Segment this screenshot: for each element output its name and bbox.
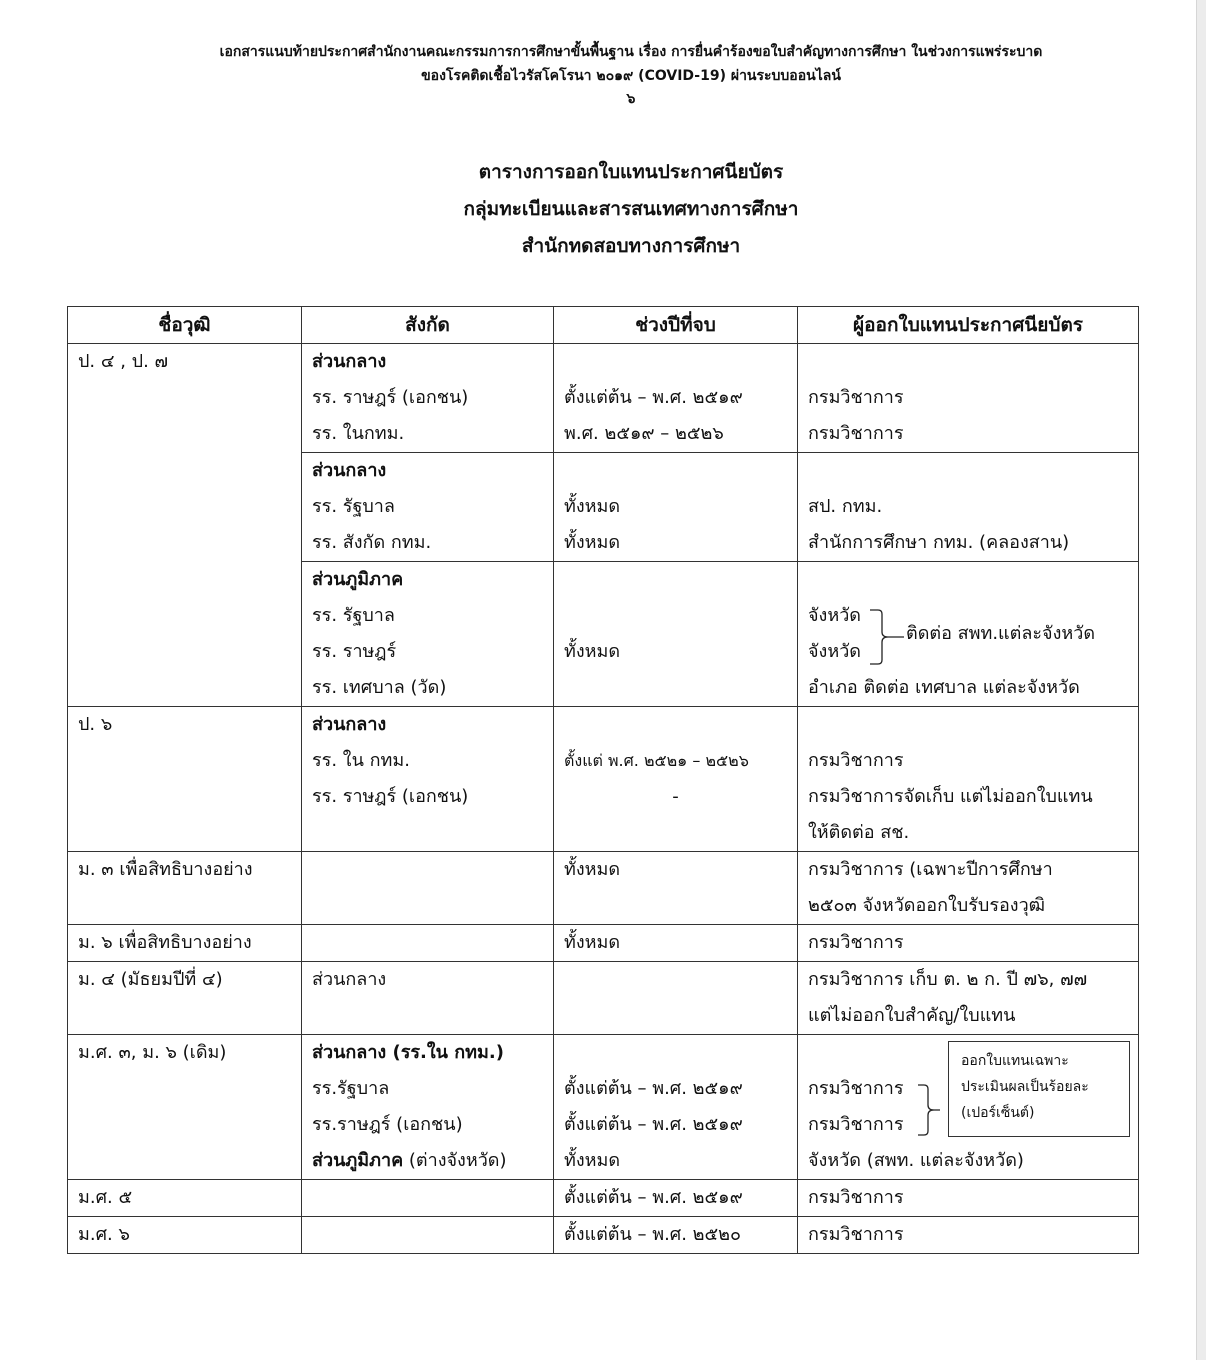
table-row	[68, 852, 1139, 925]
qualification-cell: ม.ศ. ๓, ม. ๖ (เดิม)	[68, 1035, 302, 1180]
title-line-1: ตารางการออกใบแทนประกาศนียบัตร	[478, 161, 784, 183]
issuer-cell: สป. กทม. สำนักการศึกษา กทม. (คลองสาน)	[798, 453, 1139, 562]
right-brace-icon	[916, 1083, 942, 1137]
issuer-brace-group: กรมวิชาการ กรมวิชาการ ออกใบแทนเฉพาะ ประเมินผลเป็นร้อยละ (เปอร์เซ็นต์)	[808, 1035, 1138, 1143]
affiliation-cell: ส่วนภูมิภาค รร. รัฐบาล รร. ราษฎร์ รร. เทศบาล (วัด)	[302, 562, 554, 707]
period-cell: ทั้งหมด	[554, 925, 798, 962]
header-line-1: เอกสารแนบท้ายประกาศสำนักงานคณะกรรมการการศึกษาขั้นพื้นฐาน เรื่อง การยื่นคำร้องขอใบสำคัญทางการศึกษา ในช่วงการแพร่ระบาด	[219, 44, 1043, 60]
title-line-3: สำนักทดสอบทางการศึกษา	[521, 235, 741, 257]
table-row	[68, 1180, 1139, 1217]
table-row	[68, 1035, 1139, 1180]
qualification-cell: ม. ๔ (มัธยมปีที่ ๔)	[68, 962, 302, 1035]
period-cell: ทั้งหมด	[554, 562, 798, 707]
affiliation-cell	[302, 925, 554, 962]
qualification-cell: ม.ศ. ๖	[68, 1217, 302, 1254]
affiliation-cell: ส่วนกลาง (รร.ใน กทม.) รร.รัฐบาล รร.ราษฎร์ (เอกชน) ส่วนภูมิภาค (ต่างจังหวัด)	[302, 1035, 554, 1180]
issuer-cell: กรมวิชาการ เก็บ ต. ๒ ก. ปี ๗๖, ๗๗ แต่ไม่ออกใบสำคัญ/ใบแทน	[798, 962, 1139, 1035]
header-qualification: ชื่อวุฒิ	[68, 307, 302, 344]
table-row	[68, 344, 1139, 453]
header-line-2: ของโรคติดเชื้อไวรัสโคโรนา ๒๐๑๙ (COVID-19) ผ่านระบบออนไลน์	[421, 68, 841, 84]
header-affiliation: สังกัด	[302, 307, 554, 344]
issuer-cell: กรมวิชาการ กรมวิชาการ	[798, 344, 1139, 453]
issuer-brace-group: จังหวัด จังหวัด ติดต่อ สพท.แต่ละจังหวัด	[808, 562, 1138, 670]
qualification-cell: ม. ๖ เพื่อสิทธิบางอย่าง	[68, 925, 302, 962]
percent-note-box: ออกใบแทนเฉพาะ ประเมินผลเป็นร้อยละ (เปอร์เซ็นต์)	[948, 1041, 1130, 1137]
period-cell: ทั้งหมด	[554, 852, 798, 925]
qualification-cell: ม.ศ. ๕	[68, 1180, 302, 1217]
certificate-table	[67, 306, 1139, 1254]
contact-note: ติดต่อ สพท.แต่ละจังหวัด	[906, 623, 1096, 644]
affiliation-cell: ส่วนกลาง รร. ราษฎร์ (เอกชน) รร. ในกทม.	[302, 344, 554, 453]
document-title	[0, 154, 1206, 265]
period-cell	[554, 962, 798, 1035]
title-line-2: กลุ่มทะเบียนและสารสนเทศทางการศึกษา	[463, 198, 799, 220]
issuer-cell: กรมวิชาการ	[798, 1180, 1139, 1217]
period-cell: ตั้งแต่ พ.ศ. ๒๕๒๑ – ๒๕๒๖ -	[554, 707, 798, 852]
table-row	[68, 1217, 1139, 1254]
page-number: ๖	[626, 91, 636, 107]
issuer-cell: จังหวัด จังหวัด ติดต่อ สพท.แต่ละจังหวัด อำเภอ ติดต่อ เทศบาล แต่ละจังหวัด	[798, 562, 1139, 707]
period-cell: ตั้งแต่ต้น – พ.ศ. ๒๕๑๙ พ.ศ. ๒๕๑๙ – ๒๕๒๖	[554, 344, 798, 453]
table-row	[68, 707, 1139, 852]
right-brace-icon	[868, 608, 906, 666]
issuer-cell: กรมวิชาการ กรมวิชาการจัดเก็บ แต่ไม่ออกใบแทน ให้ติดต่อ สช.	[798, 707, 1139, 852]
table-row	[68, 962, 1139, 1035]
period-cell: ตั้งแต่ต้น – พ.ศ. ๒๕๑๙	[554, 1180, 798, 1217]
qualification-cell: ม. ๓ เพื่อสิทธิบางอย่าง	[68, 852, 302, 925]
header-period: ช่วงปีที่จบ	[554, 307, 798, 344]
affiliation-cell: ส่วนกลาง รร. ใน กทม. รร. ราษฎร์ (เอกชน)	[302, 707, 554, 852]
period-cell: ตั้งแต่ต้น – พ.ศ. ๒๕๑๙ ตั้งแต่ต้น – พ.ศ. ๒๕๑๙ ทั้งหมด	[554, 1035, 798, 1180]
period-cell: ตั้งแต่ต้น – พ.ศ. ๒๕๒๐	[554, 1217, 798, 1254]
qualification-cell: ป. ๖	[68, 707, 302, 852]
issuer-cell: กรมวิชาการ (เฉพาะปีการศึกษา ๒๕๐๓ จังหวัดออกใบรับรองวุฒิ	[798, 852, 1139, 925]
affiliation-cell: ส่วนกลาง	[302, 962, 554, 1035]
table-row	[68, 925, 1139, 962]
qualification-cell: ป. ๔ , ป. ๗	[68, 344, 302, 707]
header-issuer: ผู้ออกใบแทนประกาศนียบัตร	[798, 307, 1139, 344]
issuer-cell: กรมวิชาการ กรมวิชาการ ออกใบแทนเฉพาะ ประเมินผลเป็นร้อยละ (เปอร์เซ็นต์) จังหวัด (สพท. แต่ละจังหวัด)	[798, 1035, 1139, 1180]
affiliation-cell	[302, 1217, 554, 1254]
affiliation-cell: ส่วนกลาง รร. รัฐบาล รร. สังกัด กทม.	[302, 453, 554, 562]
document-header	[0, 40, 1206, 110]
issuer-cell: กรมวิชาการ	[798, 1217, 1139, 1254]
period-cell: ทั้งหมด ทั้งหมด	[554, 453, 798, 562]
table-header-row	[68, 307, 1139, 344]
issuer-cell: กรมวิชาการ	[798, 925, 1139, 962]
affiliation-cell	[302, 852, 554, 925]
affiliation-cell	[302, 1180, 554, 1217]
